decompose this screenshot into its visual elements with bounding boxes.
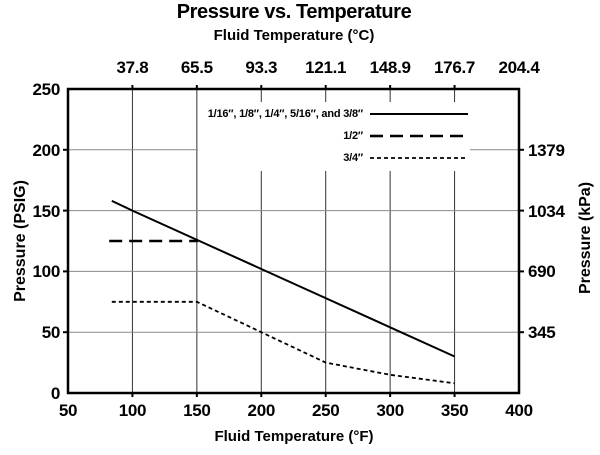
right-tick-label: 690 — [528, 262, 556, 282]
bottom-tick-label: 100 — [118, 401, 147, 420]
top-tick-label: 204.4 — [498, 58, 540, 77]
left-axis-label: Pressure (PSIG) — [12, 180, 29, 302]
right-axis-label: Pressure (kPa) — [577, 181, 594, 295]
series-line-2 — [112, 302, 455, 384]
bottom-tick-label: 350 — [440, 401, 469, 420]
left-tick-label: 150 — [32, 201, 60, 221]
legend-label: 3/4″ — [343, 152, 363, 164]
bottom-tick-label: 200 — [247, 401, 276, 420]
legend-label: 1/16″, 1/8″, 1/4″, 5/16″, and 3/8″ — [207, 108, 363, 120]
bottom-tick-label: 150 — [183, 401, 211, 420]
legend-line-sample — [370, 131, 468, 141]
legend-line-sample — [370, 109, 468, 119]
top-tick-label: 121.1 — [305, 58, 347, 77]
left-tick-label: 250 — [32, 80, 60, 99]
right-tick-label: 1379 — [528, 140, 565, 160]
legend-item-2 — [198, 147, 468, 169]
legend-item-1 — [198, 125, 468, 147]
legend-line-sample — [370, 153, 468, 163]
bottom-tick-label: 400 — [505, 401, 533, 420]
bottom-tick-label: 250 — [311, 401, 340, 420]
legend-label: 1/2″ — [343, 130, 363, 142]
left-tick-label: 100 — [32, 262, 60, 282]
top-tick-label: 37.8 — [116, 58, 149, 77]
left-tick-label: 50 — [41, 323, 60, 343]
top-axis-label: Fluid Temperature (°C) — [213, 27, 375, 44]
top-tick-label: 148.9 — [369, 58, 411, 77]
series-line-0 — [112, 201, 455, 357]
top-tick-label: 93.3 — [245, 58, 278, 77]
bottom-axis-label: Fluid Temperature (°F) — [214, 428, 374, 445]
bottom-tick-label: 50 — [58, 401, 78, 420]
top-tick-label: 65.5 — [180, 58, 213, 77]
left-tick-label: 0 — [50, 384, 60, 403]
chart-legend — [198, 102, 470, 171]
right-tick-label: 345 — [528, 323, 556, 343]
bottom-tick-label: 300 — [376, 401, 404, 420]
left-tick-label: 200 — [32, 140, 60, 160]
top-tick-label: 176.7 — [434, 58, 476, 77]
chart-title: Pressure vs. Temperature — [176, 1, 412, 23]
legend-item-0 — [198, 103, 468, 125]
right-tick-label: 1034 — [528, 201, 565, 221]
